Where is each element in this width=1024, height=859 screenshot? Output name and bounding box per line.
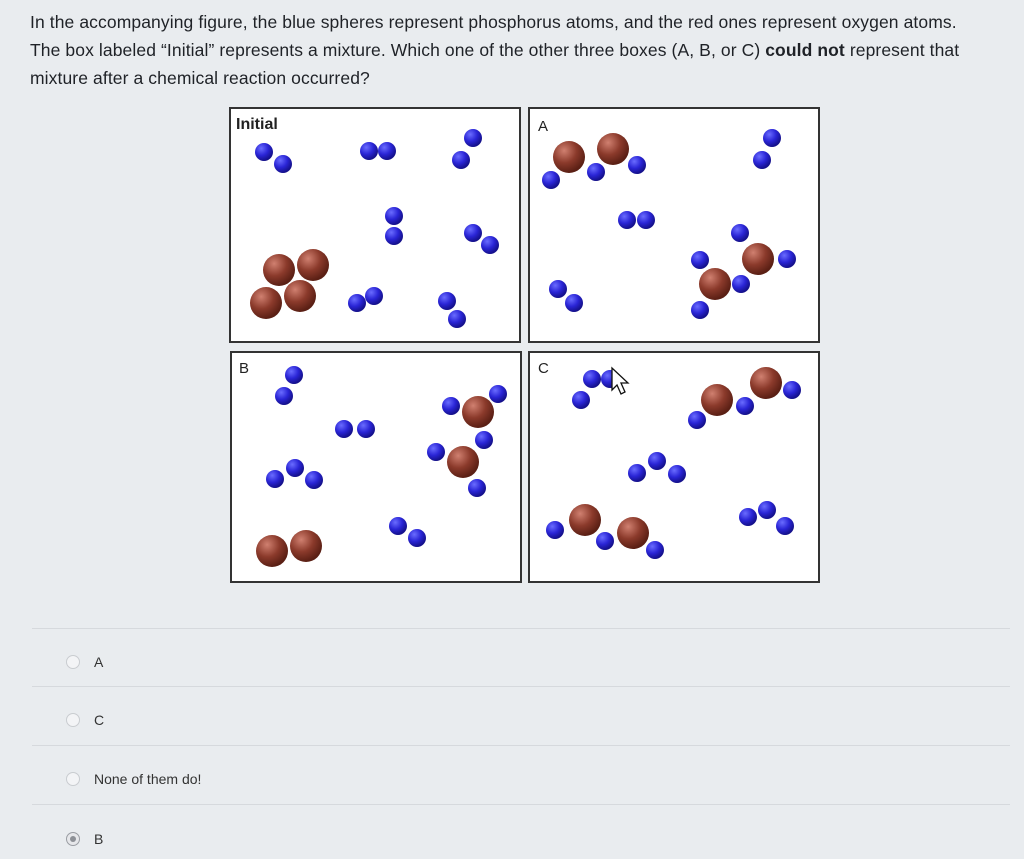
phosphorus-atom bbox=[286, 459, 304, 477]
phosphorus-atom bbox=[468, 479, 486, 497]
phosphorus-atom bbox=[389, 517, 407, 535]
phosphorus-atom bbox=[275, 387, 293, 405]
option-divider bbox=[32, 804, 1010, 805]
phosphorus-atom bbox=[464, 129, 482, 147]
phosphorus-atom bbox=[736, 397, 754, 415]
option-c-radio[interactable] bbox=[66, 713, 80, 727]
question-emphasis: could not bbox=[765, 40, 845, 60]
phosphorus-atom bbox=[732, 275, 750, 293]
option-b[interactable] bbox=[66, 827, 103, 851]
phosphorus-atom bbox=[427, 443, 445, 461]
oxygen-atom bbox=[597, 133, 629, 165]
phosphorus-atom bbox=[378, 142, 396, 160]
phosphorus-atom bbox=[285, 366, 303, 384]
phosphorus-atom bbox=[587, 163, 605, 181]
phosphorus-atom bbox=[572, 391, 590, 409]
option-b-label: B bbox=[94, 831, 104, 847]
option-a-radio[interactable] bbox=[66, 655, 80, 669]
phosphorus-atom bbox=[565, 294, 583, 312]
oxygen-atom bbox=[290, 530, 322, 562]
phosphorus-atom bbox=[475, 431, 493, 449]
phosphorus-atom bbox=[763, 129, 781, 147]
phosphorus-atom bbox=[637, 211, 655, 229]
phosphorus-atom bbox=[266, 470, 284, 488]
phosphorus-atom bbox=[618, 211, 636, 229]
phosphorus-atom bbox=[305, 471, 323, 489]
phosphorus-atom bbox=[442, 397, 460, 415]
option-divider bbox=[32, 745, 1010, 746]
option-c-label: C bbox=[94, 712, 105, 728]
phosphorus-atom bbox=[385, 207, 403, 225]
option-none-label: None of them do! bbox=[94, 771, 202, 787]
box-label-initial: Initial bbox=[236, 116, 278, 133]
phosphorus-atom bbox=[464, 224, 482, 242]
phosphorus-atom bbox=[365, 287, 383, 305]
phosphorus-atom bbox=[628, 156, 646, 174]
phosphorus-atom bbox=[489, 385, 507, 403]
phosphorus-atom bbox=[778, 250, 796, 268]
oxygen-atom bbox=[250, 287, 282, 319]
option-c[interactable] bbox=[66, 708, 104, 732]
phosphorus-atom bbox=[385, 227, 403, 245]
oxygen-atom bbox=[742, 243, 774, 275]
phosphorus-atom bbox=[688, 411, 706, 429]
phosphorus-atom bbox=[646, 541, 664, 559]
box-label-b: B bbox=[239, 360, 250, 377]
phosphorus-atom bbox=[758, 501, 776, 519]
phosphorus-atom bbox=[731, 224, 749, 242]
phosphorus-atom bbox=[739, 508, 757, 526]
phosphorus-atom bbox=[448, 310, 466, 328]
option-none-radio[interactable] bbox=[66, 772, 80, 786]
oxygen-atom bbox=[701, 384, 733, 416]
option-divider bbox=[32, 686, 1010, 687]
oxygen-atom bbox=[256, 535, 288, 567]
phosphorus-atom bbox=[783, 381, 801, 399]
phosphorus-atom bbox=[335, 420, 353, 438]
phosphorus-atom bbox=[596, 532, 614, 550]
option-divider bbox=[32, 628, 1010, 629]
phosphorus-atom bbox=[691, 301, 709, 319]
phosphorus-atom bbox=[776, 517, 794, 535]
phosphorus-atom bbox=[452, 151, 470, 169]
phosphorus-atom bbox=[583, 370, 601, 388]
oxygen-atom bbox=[569, 504, 601, 536]
oxygen-atom bbox=[617, 517, 649, 549]
phosphorus-atom bbox=[549, 280, 567, 298]
oxygen-atom bbox=[462, 396, 494, 428]
option-a[interactable] bbox=[66, 650, 103, 674]
oxygen-atom bbox=[297, 249, 329, 281]
phosphorus-atom bbox=[753, 151, 771, 169]
phosphorus-atom bbox=[274, 155, 292, 173]
phosphorus-atom bbox=[648, 452, 666, 470]
option-b-radio-selected[interactable] bbox=[66, 832, 80, 846]
oxygen-atom bbox=[284, 280, 316, 312]
box-label-a: A bbox=[538, 118, 549, 135]
phosphorus-atom bbox=[357, 420, 375, 438]
option-none[interactable] bbox=[66, 767, 201, 791]
oxygen-atom bbox=[447, 446, 479, 478]
oxygen-atom bbox=[263, 254, 295, 286]
phosphorus-atom bbox=[481, 236, 499, 254]
phosphorus-atom bbox=[408, 529, 426, 547]
phosphorus-atom bbox=[542, 171, 560, 189]
phosphorus-atom bbox=[546, 521, 564, 539]
phosphorus-atom bbox=[360, 142, 378, 160]
phosphorus-atom bbox=[668, 465, 686, 483]
question-text-before: In the accompanying figure, the blue spheres represent phosphorus atoms, and the red ones represent oxygen atoms. The box labeled “Initial” represents a mixture. Which one of the other three boxes (A, B, or C) bbox=[30, 12, 957, 60]
phosphorus-atom bbox=[691, 251, 709, 269]
oxygen-atom bbox=[750, 367, 782, 399]
phosphorus-atom bbox=[438, 292, 456, 310]
phosphorus-atom bbox=[628, 464, 646, 482]
question-text-after: represent that mixture after a chemical reaction occurred? bbox=[30, 40, 960, 88]
oxygen-atom bbox=[553, 141, 585, 173]
phosphorus-atom bbox=[348, 294, 366, 312]
phosphorus-atom bbox=[255, 143, 273, 161]
oxygen-atom bbox=[699, 268, 731, 300]
option-a-label: A bbox=[94, 654, 104, 670]
box-label-c: C bbox=[538, 360, 549, 377]
